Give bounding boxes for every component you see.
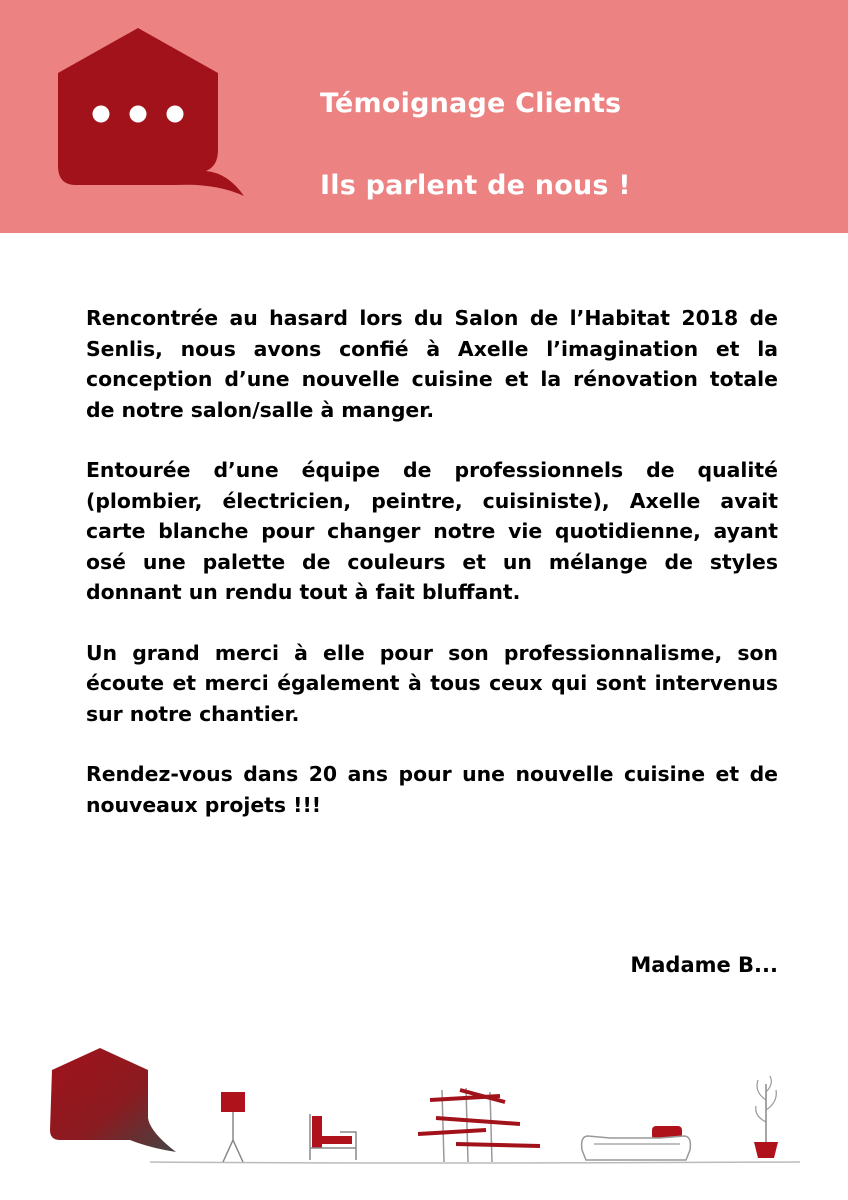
- house-bubble-icon: [50, 1048, 176, 1152]
- potted-plant-icon: [754, 1076, 778, 1158]
- testimonial-paragraph: Un grand merci à elle pour son professionnalisme, son écoute et merci également à tous ceux qui sont intervenus sur notre chantier.: [86, 640, 778, 726]
- shelf-icon: [418, 1088, 540, 1162]
- header-banner: [0, 0, 848, 233]
- sofa-icon: [582, 1126, 691, 1160]
- testimonial-paragraph: Rendez-vous dans 20 ans pour une nouvelle cuisine et de nouveaux projets !!!: [86, 762, 778, 817]
- armchair-icon: [310, 1114, 356, 1160]
- house-speech-bubble-icon: [56, 28, 246, 200]
- testimonial-body: [86, 303, 778, 850]
- testimonial-paragraph: Entourée d’une équipe de professionnels de qualité (plombier, électricien, peintre, cuisiniste), Axelle avait carte blanche pour changer notre vie quotidienne, ayant osé une palette de couleurs et un mélange de styles donnant un rendu tout à fait bluffant.: [86, 458, 778, 604]
- testimonial-paragraph: Rencontrée au hasard lors du Salon de l’Habitat 2018 de Senlis, nous avons confié à Axelle l’imagination et la conception d’une nouvelle cuisine et la rénovation totale de notre salon/salle à manger.: [86, 306, 778, 422]
- page-subtitle: Ils parlent de nous !: [320, 170, 631, 201]
- signature: Madame B...: [630, 953, 778, 977]
- page-title: Témoignage Clients: [320, 88, 622, 119]
- floor-lamp-icon: [221, 1092, 245, 1162]
- footer-illustration: [0, 1040, 848, 1180]
